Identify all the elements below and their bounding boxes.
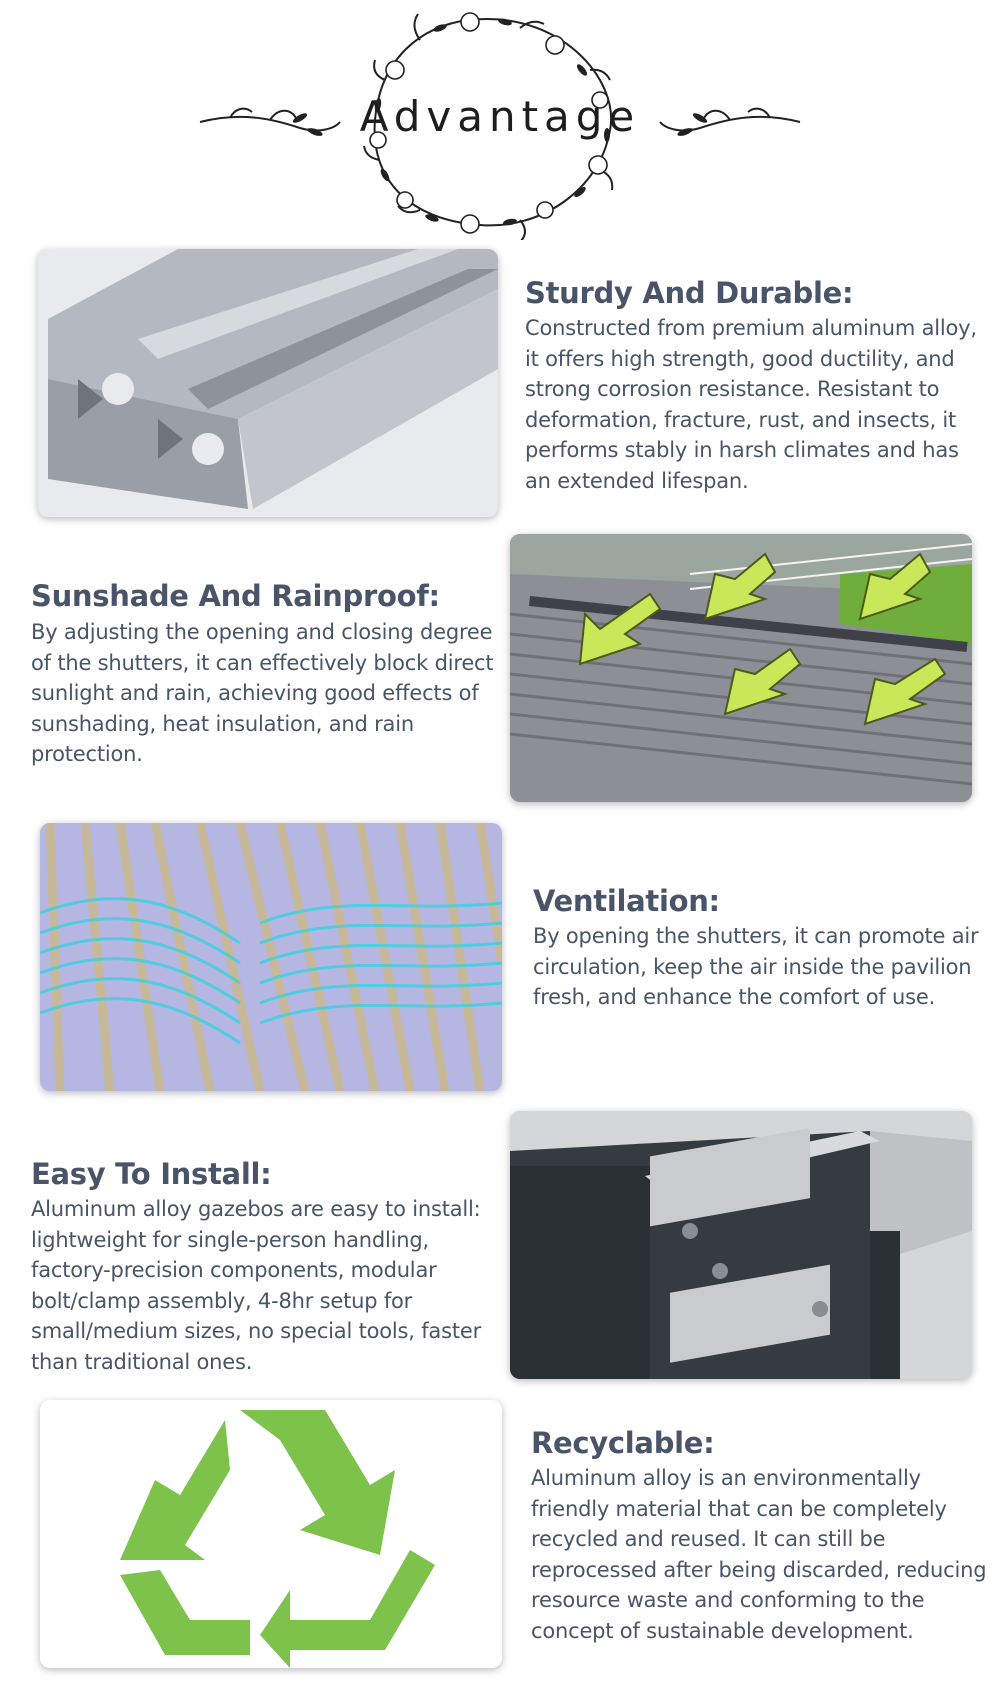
section-text-install: Aluminum alloy gazebos are easy to install: lightweight for single-person handling, factory-precision components, modular bolt/clamp assembly, 4-8hr setup for small/medium sizes, no special tools, faster than traditional ones. [31,1197,482,1374]
section-title-recyclable: Recyclable: [531,1426,715,1460]
install-bracket-image [510,1111,972,1379]
section-title-sturdy: Sturdy And Durable: [525,276,854,310]
page-title: Advantage [359,92,641,141]
section-text-sturdy: Constructed from premium aluminum alloy, it offers high strength, good ductility, and strong corrosion resistance. Resistant to deformation, fracture, rust, and insects, it performs stably in harsh climates and has an extended lifespan. [525,316,977,493]
section-title-ventilation: Ventilation: [533,884,720,918]
aluminum-profile-image [38,249,498,517]
advantage-header [0,0,1000,240]
recycle-image [40,1400,502,1668]
section-title-install: Easy To Install: [31,1157,272,1191]
section-text-recyclable: Aluminum alloy is an environmentally friendly material that can be completely recycled and reused. It can still be reprocessed after being discarded, reducing resource waste and conforming to the concept of sustainable development. [531,1466,987,1643]
section-title-sunshade: Sunshade And Rainproof: [31,579,440,613]
louver-roof-image [510,534,972,802]
section-text-ventilation: By opening the shutters, it can promote air circulation, keep the air inside the pavilion fresh, and enhance the comfort of use. [533,924,979,1009]
ventilation-louvers-image [40,823,502,1091]
section-text-sunshade: By adjusting the opening and closing degree of the shutters, it can effectively block direct sunlight and rain, achieving good effects of sunshading, heat insulation, and rain protection. [31,620,494,766]
